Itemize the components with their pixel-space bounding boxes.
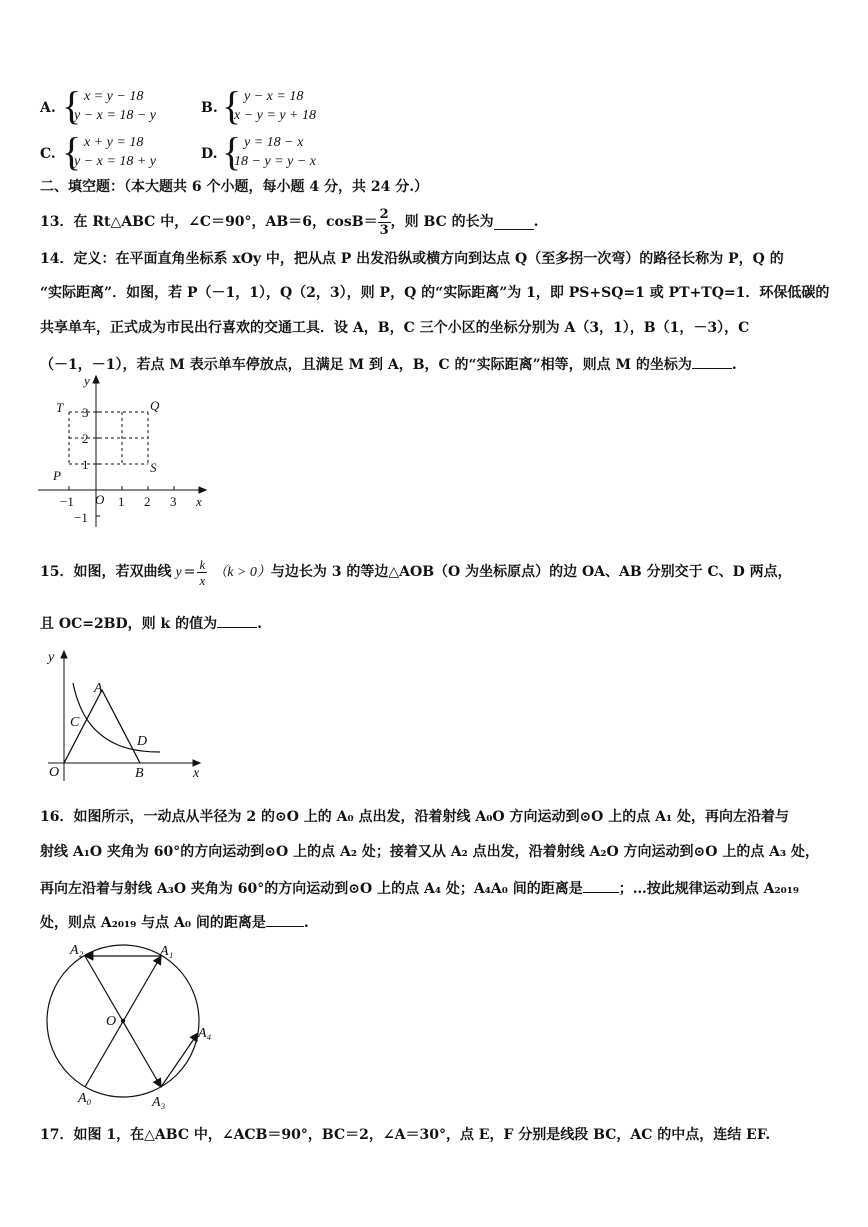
y-tick-1: 1 [82, 457, 89, 472]
equation-1: x = y − 18 [84, 89, 144, 104]
x-tick-2: 2 [144, 494, 151, 509]
answer-blank[interactable] [583, 878, 619, 893]
dashed-grid [69, 412, 148, 464]
x-axis-label: x [196, 494, 202, 509]
point-d-label: D [137, 734, 148, 749]
fraction-denominator: 3 [379, 222, 389, 238]
q13-text-2: ，则 BC 的长为 [390, 213, 494, 230]
point-a3-label: A₃ [152, 1095, 166, 1110]
q15-text: 15．如图，若双曲线 [40, 563, 172, 580]
q15-line-2-text: 且 OC=2BD，则 k 的值为 [40, 616, 218, 632]
origin-label: O [49, 765, 60, 780]
q15-end: . [257, 616, 262, 632]
equation-2: y − x = 18 − y [74, 108, 156, 123]
fraction-numerator: 2 [379, 206, 389, 222]
option-label: B. [201, 100, 218, 116]
q14-line-3: 共享单车，正式成为市民出行喜欢的交通工具．设 A，B，C 三个小区的坐标分别为 A（3，1），B（1，－3），C [40, 320, 750, 336]
section-heading: 二、填空题：（本大题共 6 个小题，每小题 4 分，共 24 分.） [40, 179, 429, 195]
q15-y: y [175, 564, 182, 580]
point-a4-label: A₄ [198, 1026, 212, 1041]
option-label: A. [40, 100, 56, 116]
point-t-label: T [56, 400, 64, 415]
system-brace: { [62, 129, 82, 174]
q13-text: 13．在 Rt△ABC 中，∠C＝90°，AB＝6，cosB＝ [40, 213, 378, 230]
answer-blank[interactable] [266, 912, 304, 927]
point-a-label: A [94, 681, 103, 696]
q16-line-2: 射线 A₁O 夹角为 60°的方向运动到⊙O 上的点 A₂ 处；接着又从 A₂ 点出发，沿着射线 A₂O 方向运动到⊙O 上的点 A₃ 处， [40, 844, 820, 860]
y-tick-2: 2 [82, 431, 89, 446]
answer-blank[interactable] [692, 354, 732, 369]
y-axis-label: y [48, 650, 55, 665]
point-a0-label: A₀ [78, 1091, 92, 1106]
equation-1: y − x = 18 [244, 89, 304, 104]
q15-fraction [197, 557, 207, 588]
option-label: D. [201, 146, 218, 162]
q13-fraction [378, 207, 391, 238]
question-15-line-2 [40, 613, 262, 634]
path-a3-a4 [161, 1033, 198, 1087]
fraction-denominator: x [199, 572, 206, 588]
q14-end: . [731, 357, 737, 373]
question-15-line-1 [40, 550, 792, 594]
center-point [121, 1019, 125, 1023]
x-axis-label: x [193, 766, 200, 781]
q14-line-4-text: （－1，－1），若点 M 表示单车停放点，且满足 M 到 A，B，C 的“实际距离”相等，则点 M 的坐标为 [40, 357, 692, 373]
option-c [40, 129, 210, 174]
option-d [201, 129, 371, 174]
x-tick-1: 1 [118, 494, 125, 509]
system-brace: { [62, 83, 82, 128]
point-c-label: C [70, 715, 80, 730]
q16-circle-figure [40, 935, 240, 1115]
option-label: C. [40, 146, 56, 162]
point-q-label: Q [150, 398, 160, 413]
point-b-label: B [135, 766, 144, 781]
system-brace: { [222, 129, 242, 174]
point-a1-label: A₁ [160, 944, 174, 959]
equation-2: y − x = 18 + y [74, 154, 156, 169]
y-tick-3: 3 [82, 405, 89, 420]
equation-2: x − y = y + 18 [234, 108, 316, 123]
point-a2-label: A₂ [70, 943, 84, 958]
option-b [201, 83, 371, 128]
center-o-label: O [106, 1014, 117, 1029]
fraction-numerator: k [199, 556, 206, 572]
q14-line-1: 14．定义：在平面直角坐标系 xOy 中，把从点 P 出发沿纵或横方向到达点 Q（至多拐一次弯）的路径长称为 P，Q 的 [40, 251, 784, 267]
q16-line-3 [40, 878, 799, 899]
x-tick-minus-1: −1 [60, 494, 74, 509]
q16-line-3-text: 再向左沿着与射线 A₃O 夹角为 60°的方向运动到⊙O 上的点 A₄ 处；A₄A₀ 间的距离是 [40, 881, 583, 897]
answer-blank[interactable] [494, 215, 534, 230]
q16-line-1: 16．如图所示，一动点从半径为 2 的⊙O 上的 A₀ 点出发，沿着射线 A₀O 方向运动到⊙O 上的点 A₁ 处，再向左沿着与 [40, 809, 789, 825]
q16-line-4 [40, 912, 309, 933]
question-13 [40, 200, 538, 244]
q15-hyperbola-figure [40, 645, 220, 785]
q16-line-3-text-2: ；…按此规律运动到点 A₂₀₁₉ [618, 881, 799, 897]
origin-label: O [95, 492, 105, 507]
q13-end: . [533, 213, 539, 230]
y-axis-label: y [84, 373, 90, 388]
equation-1: x + y = 18 [84, 135, 144, 150]
option-a [40, 83, 210, 128]
y-tick-minus-1: −1 [74, 510, 88, 525]
q15-condition: （k > 0） [213, 564, 271, 580]
q14-line-2: “实际距离”．如图，若 P（－1，1），Q（2，3），则 P，Q 的“实际距离”为 1，即 PS+SQ=1 或 PT+TQ=1．环保低碳的 [40, 285, 830, 301]
equation-2: 18 − y = y − x [234, 154, 316, 169]
system-brace: { [222, 83, 242, 128]
point-s-label: S [150, 460, 157, 475]
q14-grid-figure [38, 372, 218, 532]
q16-line-4-text: 处，则点 A₂₀₁₉ 与点 A₀ 间的距离是 [40, 915, 266, 931]
question-17: 17．如图 1，在△ABC 中，∠ACB＝90°，BC＝2，∠A＝30°，点 E，F 分别是线段 BC，AC 的中点，连结 EF. [40, 1127, 771, 1143]
q15-text-2: 与边长为 3 的等边△AOB（O 为坐标原点）的边 OA、AB 分别交于 C、D 两点， [270, 563, 792, 580]
q16-end: . [303, 915, 309, 931]
answer-blank[interactable] [217, 613, 257, 628]
equation-1: y = 18 − x [244, 135, 304, 150]
q15-eq: = [183, 563, 196, 580]
x-tick-3: 3 [170, 494, 177, 509]
point-p-label: P [53, 468, 61, 483]
